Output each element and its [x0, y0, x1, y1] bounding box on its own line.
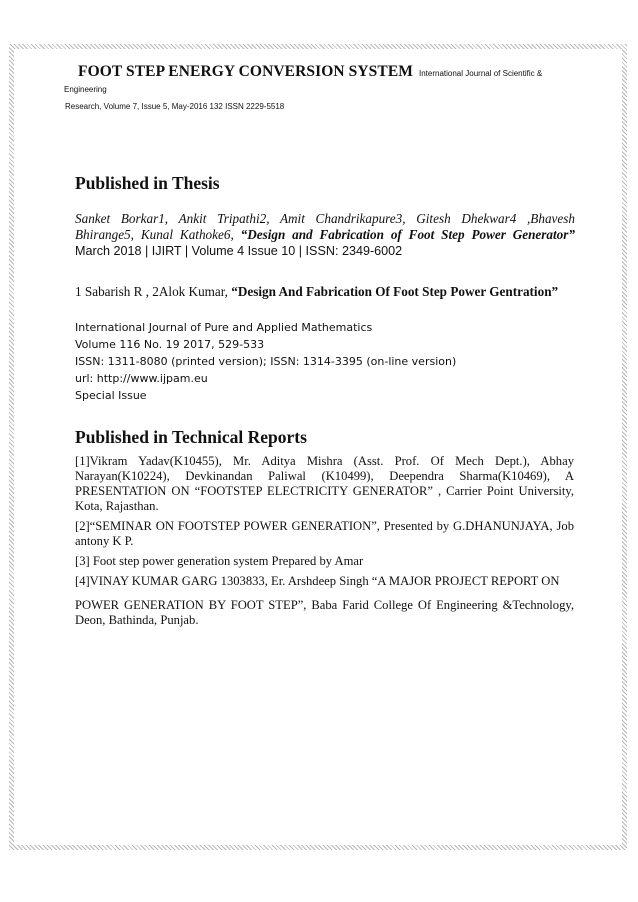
sabarish-citation: [75, 284, 575, 300]
thesis-title: “Design and Fabrication of Foot Step Power Generator”: [240, 227, 575, 242]
document-content: [64, 63, 575, 627]
report-item: [4]VINAY KUMAR GARG 1303833, Er. Arshdeep Singh “A MAJOR PROJECT REPORT ON: [75, 574, 560, 588]
report-item: [2]“SEMINAR ON FOOTSTEP POWER GENERATION”, Presented by G.DHANUNJAYA, Job antony K P.: [75, 519, 574, 548]
report-item: POWER GENERATION BY FOOT STEP”, Baba Farid College Of Engineering &Technology, Deon, Bathinda, Punjab.: [75, 598, 574, 627]
reports-list: [75, 454, 574, 633]
sabarish-authors: 1 Sabarish R , 2Alok Kumar,: [75, 284, 232, 299]
header-journal: International Journal of Scientific & Engineering: [64, 69, 543, 94]
running-header: [64, 65, 574, 114]
reports-heading: Published in Technical Reports: [75, 427, 307, 447]
thesis-heading: Published in Thesis: [75, 173, 220, 193]
thesis-citation: [75, 211, 575, 259]
journal-line: Volume 116 No. 19 2017, 529-533: [75, 338, 265, 351]
header-volume-line: Research, Volume 7, Issue 5, May-2016 132 ISSN 2229-5518: [65, 102, 285, 111]
journal-line: Special Issue: [75, 389, 147, 402]
journal-line: International Journal of Pure and Applied Mathematics: [75, 321, 373, 334]
report-item: [3] Foot step power generation system Prepared by Amar: [75, 554, 364, 568]
header-title: FOOT STEP ENERGY CONVERSION SYSTEM: [78, 63, 413, 80]
report-item: [1]Vikram Yadav(K10455), Mr. Aditya Mishra (Asst. Prof. Of Mech Dept.), Abhay Narayan(K10224), Devkinandan Paliwal (K10499), Deependra Sharma(K10469), A PRESENTATION ON “FOOTSTEP ELECTRICITY GENERATOR” , Carrier Point University, Kota, Rajasthan.: [75, 454, 574, 513]
thesis-details: March 2018 | IJIRT | Volume 4 Issue 10 | ISSN: 2349-6002: [75, 244, 403, 258]
journal-line: ISSN: 1311-8080 (printed version); ISSN: 1314-3395 (on-line version): [75, 355, 457, 368]
journal-line: url: http://www.ijpam.eu: [75, 372, 208, 385]
sabarish-journal-details: [75, 319, 575, 404]
thesis-authors: Sanket Borkar1, Ankit Tripathi2, Amit Chandrikapure3, Gitesh Dhekwar4 ,Bhavesh Bhirange5, Kunal Kathoke6,: [75, 211, 575, 242]
sabarish-title: “Design And Fabrication Of Foot Step Power Gentration”: [231, 284, 559, 299]
